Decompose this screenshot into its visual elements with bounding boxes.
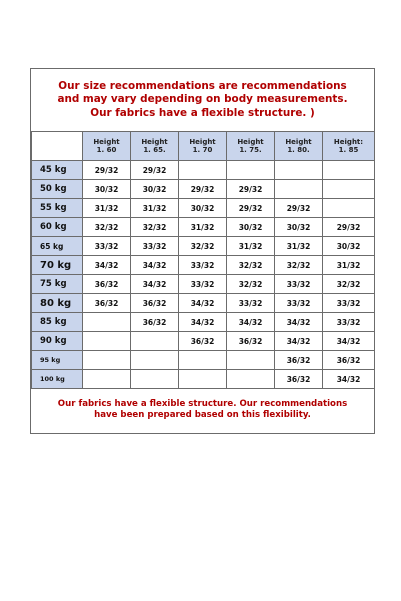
size-cell (131, 351, 179, 370)
height-column-header: Height 1. 80. (275, 132, 323, 161)
weight-label: 55 kg (32, 199, 83, 218)
weight-label: 90 kg (32, 332, 83, 351)
size-cell: 33/32 (83, 237, 131, 256)
notice-line: Our size recommendations are recommendations (58, 79, 347, 92)
size-cell: 36/32 (227, 332, 275, 351)
table-row (32, 275, 375, 294)
height-column-header: Height 1. 65. (131, 132, 179, 161)
size-cell (275, 161, 323, 180)
weight-label: 65 kg (32, 237, 83, 256)
size-cell: 32/32 (227, 256, 275, 275)
table-row (32, 332, 375, 351)
size-cell: 29/32 (227, 180, 275, 199)
size-cell (179, 351, 227, 370)
size-cell: 30/32 (131, 180, 179, 199)
size-cell: 31/32 (83, 199, 131, 218)
height-header-row (32, 132, 375, 161)
size-cell: 30/32 (83, 180, 131, 199)
table-row (32, 256, 375, 275)
size-cell: 32/32 (131, 218, 179, 237)
size-cell: 34/32 (131, 256, 179, 275)
size-cell: 34/32 (275, 313, 323, 332)
height-column-header: Height: 1. 85 (323, 132, 375, 161)
size-cell: 30/32 (179, 199, 227, 218)
size-recommendation-notice (31, 69, 374, 131)
size-cell: 33/32 (179, 275, 227, 294)
size-cell (323, 161, 375, 180)
size-cell: 36/32 (275, 351, 323, 370)
size-cell: 30/32 (323, 237, 375, 256)
size-cell: 36/32 (83, 294, 131, 313)
table-row (32, 180, 375, 199)
size-cell: 29/32 (275, 199, 323, 218)
weight-label: 100 kg (32, 370, 83, 389)
size-cell (83, 313, 131, 332)
notice-line: Our fabrics have a flexible structure. ) (90, 106, 315, 119)
size-cell: 29/32 (227, 199, 275, 218)
size-cell: 34/32 (323, 370, 375, 389)
size-cell (227, 161, 275, 180)
size-cell: 33/32 (275, 294, 323, 313)
weight-label: 80 kg (32, 294, 83, 313)
table-row (32, 294, 375, 313)
table-row (32, 199, 375, 218)
size-cell (227, 370, 275, 389)
size-cell: 34/32 (179, 294, 227, 313)
size-chart (30, 68, 375, 434)
size-cell: 36/32 (131, 294, 179, 313)
notice-line: Our fabrics have a flexible structure. Our recommendations (57, 399, 348, 409)
table-row (32, 218, 375, 237)
size-cell (323, 180, 375, 199)
size-cell: 31/32 (227, 237, 275, 256)
size-cell: 32/32 (323, 275, 375, 294)
size-cell: 33/32 (179, 256, 227, 275)
size-cell: 32/32 (227, 275, 275, 294)
size-cell: 33/32 (227, 294, 275, 313)
size-cell: 30/32 (227, 218, 275, 237)
table-row (32, 161, 375, 180)
size-cell: 32/32 (275, 256, 323, 275)
size-cell: 33/32 (323, 313, 375, 332)
weight-label: 70 kg (32, 256, 83, 275)
size-cell: 31/32 (179, 218, 227, 237)
size-cell (83, 370, 131, 389)
size-cell: 30/32 (275, 218, 323, 237)
size-cell (131, 332, 179, 351)
size-cell: 36/32 (83, 275, 131, 294)
size-cell (179, 370, 227, 389)
size-cell: 34/32 (131, 275, 179, 294)
size-cell: 31/32 (131, 199, 179, 218)
size-cell: 29/32 (179, 180, 227, 199)
corner-cell (32, 132, 83, 161)
size-cell (131, 370, 179, 389)
size-cell (179, 161, 227, 180)
size-cell: 33/32 (323, 294, 375, 313)
size-cell (83, 332, 131, 351)
size-cell: 34/32 (179, 313, 227, 332)
height-column-header: Height 1. 75. (227, 132, 275, 161)
flexibility-notice (31, 387, 374, 433)
size-cell: 33/32 (275, 275, 323, 294)
notice-line: have been prepared based on this flexibility. (94, 410, 311, 420)
size-cell: 31/32 (323, 256, 375, 275)
size-cell: 33/32 (131, 237, 179, 256)
size-cell: 29/32 (131, 161, 179, 180)
weight-label: 95 kg (32, 351, 83, 370)
size-cell (275, 180, 323, 199)
size-cell: 32/32 (179, 237, 227, 256)
table-row (32, 313, 375, 332)
size-cell: 29/32 (83, 161, 131, 180)
size-cell: 34/32 (323, 332, 375, 351)
weight-label: 85 kg (32, 313, 83, 332)
size-cell: 36/32 (131, 313, 179, 332)
weight-label: 50 kg (32, 180, 83, 199)
size-cell (83, 351, 131, 370)
size-cell (323, 199, 375, 218)
size-cell: 36/32 (179, 332, 227, 351)
size-cell (227, 351, 275, 370)
size-cell: 36/32 (275, 370, 323, 389)
weight-label: 45 kg (32, 161, 83, 180)
size-table (31, 131, 375, 389)
table-row (32, 370, 375, 389)
size-cell: 34/32 (275, 332, 323, 351)
size-cell: 34/32 (83, 256, 131, 275)
height-column-header: Height 1. 70 (179, 132, 227, 161)
weight-label: 75 kg (32, 275, 83, 294)
height-column-header: Height 1. 60 (83, 132, 131, 161)
size-cell: 34/32 (227, 313, 275, 332)
size-cell: 29/32 (323, 218, 375, 237)
size-cell: 36/32 (323, 351, 375, 370)
table-row (32, 351, 375, 370)
weight-label: 60 kg (32, 218, 83, 237)
table-row (32, 237, 375, 256)
size-cell: 32/32 (83, 218, 131, 237)
notice-line: and may vary depending on body measurements. (57, 93, 348, 106)
size-cell: 31/32 (275, 237, 323, 256)
